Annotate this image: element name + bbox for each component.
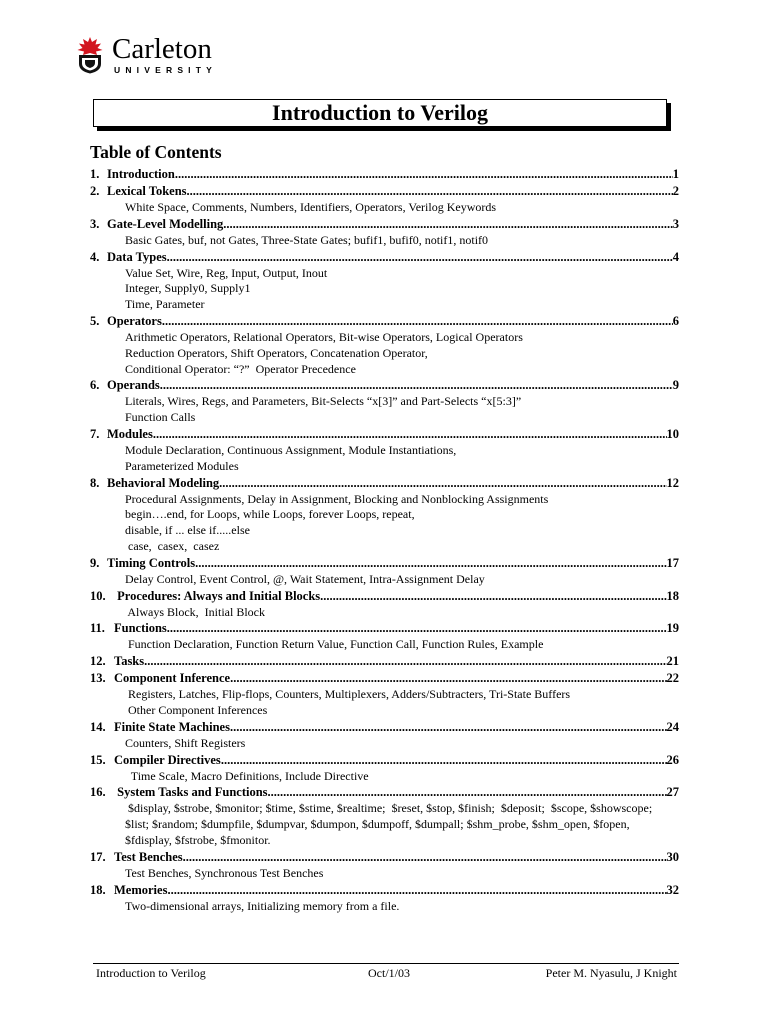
toc-subtopic: begin….end, for Loops, while Loops, forever Loops, repeat, xyxy=(125,507,415,522)
toc-entry-line[interactable] xyxy=(90,588,679,605)
toc-subtopic: Delay Control, Event Control, @, Wait Statement, Intra-Assignment Delay xyxy=(125,571,485,586)
toc-entry xyxy=(90,216,679,249)
toc-entry-number: 7. xyxy=(90,426,100,441)
toc-subtopic: Integer, Supply0, Supply1 xyxy=(125,281,251,296)
toc-subtopic: Counters, Shift Registers xyxy=(125,735,246,750)
toc-page-number: 10 xyxy=(666,426,679,441)
toc-entry xyxy=(90,719,679,752)
toc-entry-title[interactable]: Functions xyxy=(114,621,167,636)
toc-entry-title[interactable]: Timing Controls xyxy=(107,555,196,570)
toc-leader-dots xyxy=(162,313,673,330)
toc-entry xyxy=(90,588,679,621)
toc-entry-number: 2. xyxy=(90,184,100,198)
toc-page-number: 1 xyxy=(672,167,679,181)
toc-page-number: 4 xyxy=(672,249,679,264)
logo-subtitle: UNIVERSITY xyxy=(114,65,218,75)
toc-subtopic: case, casex, casez xyxy=(125,538,220,553)
toc-entry xyxy=(90,784,679,848)
toc-entry-line[interactable] xyxy=(90,183,679,200)
toc-entry-number: 9. xyxy=(90,555,100,570)
toc-entry-number: 5. xyxy=(90,313,100,328)
toc-page-number: 18 xyxy=(666,588,679,603)
toc-entry-number: 18. xyxy=(90,882,106,897)
footer-left: Introduction to Verilog xyxy=(96,966,206,980)
page-footer xyxy=(93,963,679,980)
toc-leader-dots xyxy=(221,752,667,769)
toc-page-number: 3 xyxy=(672,216,679,231)
toc-entry xyxy=(90,670,679,719)
toc-leader-dots xyxy=(175,166,673,183)
toc-leader-dots xyxy=(230,670,666,687)
toc-entry-line[interactable] xyxy=(90,555,679,572)
carleton-logo xyxy=(76,33,226,76)
toc-leader-dots xyxy=(230,719,667,736)
toc-entry-line[interactable] xyxy=(90,882,679,899)
toc-page-number: 22 xyxy=(666,671,679,686)
toc-entry-line[interactable] xyxy=(90,475,679,492)
toc-leader-dots xyxy=(167,249,673,266)
toc-entry-number: 16. xyxy=(90,785,106,800)
toc-entry-line[interactable] xyxy=(90,670,679,687)
toc-entry-line[interactable] xyxy=(90,216,679,233)
toc-subtopic: Time Scale, Macro Definitions, Include Directive xyxy=(125,768,369,783)
toc-entry-title[interactable]: Tasks xyxy=(114,654,145,669)
toc-leader-dots xyxy=(167,620,667,637)
toc-leader-dots xyxy=(144,653,666,670)
footer-center: Oct/1/03 xyxy=(368,966,410,980)
logo-wordmark: Carleton xyxy=(112,33,212,65)
toc-entry-number: 11. xyxy=(90,621,105,636)
toc-subtopic: Procedural Assignments, Delay in Assignment, Blocking and Nonblocking Assignments xyxy=(125,491,549,506)
toc-subtopic: White Space, Comments, Numbers, Identifiers, Operators, Verilog Keywords xyxy=(125,200,497,214)
toc-leader-dots xyxy=(160,377,673,394)
toc-leader-dots xyxy=(187,183,673,200)
toc-entry-number: 12. xyxy=(90,654,106,669)
toc-entry-line[interactable] xyxy=(90,849,679,866)
toc-entry-title[interactable]: Modules xyxy=(107,426,153,441)
toc-page-number: 6 xyxy=(672,313,679,328)
toc-leader-dots xyxy=(223,216,672,233)
toc-entry xyxy=(90,882,679,915)
toc-subtopic: Two-dimensional arrays, Initializing memory from a file. xyxy=(125,898,400,913)
toc-entry-number: 10. xyxy=(90,588,106,603)
toc-entry-number: 13. xyxy=(90,671,106,686)
toc-page-number: 9 xyxy=(672,378,679,393)
toc-entry-line[interactable] xyxy=(90,752,679,769)
toc-entry-number: 8. xyxy=(90,475,100,490)
toc-entry-line[interactable] xyxy=(90,166,679,183)
toc-page-number: 32 xyxy=(666,882,679,897)
toc-leader-dots xyxy=(219,475,666,492)
toc-entry-title[interactable]: Component Inference xyxy=(114,671,231,686)
toc-entry-title[interactable]: Finite State Machines xyxy=(114,719,230,734)
toc-subtopic: disable, if ... else if.....else xyxy=(125,523,250,538)
toc-entry-number: 6. xyxy=(90,378,100,393)
toc-entry xyxy=(90,475,679,555)
toc-subtopic: $display, $strobe, $monitor; $time, $stime, $realtime; $reset, $stop, $finish; $deposit; $scope, $showscope; xyxy=(125,801,653,816)
toc-entry xyxy=(90,249,679,313)
toc-entry-title[interactable]: Data Types xyxy=(107,249,167,264)
toc-entry-title[interactable]: Behavioral Modeling xyxy=(107,475,220,490)
toc-page-number: 12 xyxy=(666,475,679,490)
toc-subtopic: Module Declaration, Continuous Assignment, Module Instantiations, xyxy=(125,442,457,457)
toc-page-number: 30 xyxy=(666,849,679,864)
toc-page-number: 19 xyxy=(666,621,679,636)
toc-entry xyxy=(90,377,679,426)
toc-subtopic: Arithmetic Operators, Relational Operators, Bit-wise Operators, Logical Operators xyxy=(125,329,523,344)
toc-subtopic: $list; $random; $dumpfile, $dumpvar, $dumpon, $dumpoff, $dumpall; $shm_probe, $shm_open, $fopen, xyxy=(125,817,630,832)
toc-subtopic: Other Component Inferences xyxy=(125,702,268,717)
footer-right: Peter M. Nyasulu, J Knight xyxy=(545,966,677,980)
toc-leader-dots xyxy=(320,588,666,605)
toc-entry xyxy=(90,620,679,653)
toc-entry-title[interactable]: Operators xyxy=(107,313,162,328)
toc-leader-dots xyxy=(183,849,667,866)
toc-subtopic: Literals, Wires, Regs, and Parameters, Bit-Selects “x[3]” and Part-Selects “x[5:3]” xyxy=(125,394,522,409)
carleton-crest-icon xyxy=(76,36,104,74)
toc-subtopic: Value Set, Wire, Reg, Input, Output, Inout xyxy=(125,265,328,280)
toc-page-number: 21 xyxy=(666,654,679,669)
toc-entry-number: 15. xyxy=(90,752,106,767)
toc-subtopic: Time, Parameter xyxy=(125,297,205,312)
document-title: Introduction to Verilog xyxy=(272,100,488,125)
toc-leader-dots xyxy=(167,882,666,899)
toc-entry-line[interactable] xyxy=(90,719,679,736)
toc-subtopic: Basic Gates, buf, not Gates, Three-State Gates; bufif1, bufif0, notif1, notif0 xyxy=(125,232,489,247)
toc-subtopic: Conditional Operator: “?” Operator Precedence xyxy=(125,361,356,376)
toc-entry-number: 1. xyxy=(90,167,100,181)
toc-page-number: 2 xyxy=(672,184,679,198)
toc-page-number: 26 xyxy=(666,752,679,767)
toc-entry xyxy=(90,653,679,670)
toc-page-number: 17 xyxy=(666,555,679,570)
document-title-box xyxy=(93,99,667,127)
toc-entry xyxy=(90,849,679,882)
toc-entry-line[interactable] xyxy=(90,784,679,801)
toc-heading: Table of Contents xyxy=(90,142,222,162)
toc-entry xyxy=(90,166,679,183)
toc-entry-line[interactable] xyxy=(90,313,679,330)
toc-entry-number: 4. xyxy=(90,249,100,264)
toc-entry xyxy=(90,183,679,216)
toc-entry-title[interactable]: Memories xyxy=(114,882,168,897)
toc-subtopic: $fdisplay, $fstrobe, $fmonitor. xyxy=(125,832,271,847)
table-of-contents xyxy=(90,166,679,914)
toc-entry-number: 17. xyxy=(90,849,106,864)
toc-entry-title[interactable]: Gate-Level Modelling xyxy=(107,216,224,231)
toc-entry-line[interactable] xyxy=(90,249,679,266)
toc-entry-line[interactable] xyxy=(90,426,679,443)
toc-subtopic: Function Declaration, Function Return Value, Function Call, Function Rules, Example xyxy=(125,637,544,652)
toc-entry-title[interactable]: Lexical Tokens xyxy=(107,184,187,198)
toc-subtopic: Function Calls xyxy=(125,410,196,425)
toc-entry-title[interactable]: Compiler Directives xyxy=(114,752,221,767)
toc-entry-line[interactable] xyxy=(90,653,679,670)
toc-entry-title[interactable]: Procedures: Always and Initial Blocks xyxy=(114,588,321,603)
toc-entry-title[interactable]: Operands xyxy=(107,378,160,393)
toc-entry-number: 3. xyxy=(90,216,100,231)
toc-page-number: 27 xyxy=(666,785,679,800)
toc-leader-dots xyxy=(195,555,666,572)
toc-entry-line[interactable] xyxy=(90,377,679,394)
toc-entry xyxy=(90,426,679,475)
toc-entry-number: 14. xyxy=(90,719,106,734)
toc-subtopic: Reduction Operators, Shift Operators, Concatenation Operator, xyxy=(125,345,428,360)
toc-page-number: 24 xyxy=(666,719,679,734)
toc-leader-dots xyxy=(268,784,667,801)
toc-subtopic: Parameterized Modules xyxy=(125,458,239,473)
toc-leader-dots xyxy=(153,426,667,443)
toc-entry-line[interactable] xyxy=(90,620,679,637)
toc-subtopic: Always Block, Initial Block xyxy=(125,604,265,619)
toc-entry xyxy=(90,555,679,588)
toc-entry-title[interactable]: System Tasks and Functions xyxy=(114,785,268,800)
toc-entry-title[interactable]: Introduction xyxy=(107,167,175,181)
toc-entry xyxy=(90,752,679,785)
toc-entry-title[interactable]: Test Benches xyxy=(114,849,183,864)
toc-subtopic: Registers, Latches, Flip-flops, Counters, Multiplexers, Adders/Subtracters, Tri-State Buffers xyxy=(125,687,571,702)
toc-subtopic: Test Benches, Synchronous Test Benches xyxy=(125,865,324,880)
toc-entry xyxy=(90,313,679,377)
